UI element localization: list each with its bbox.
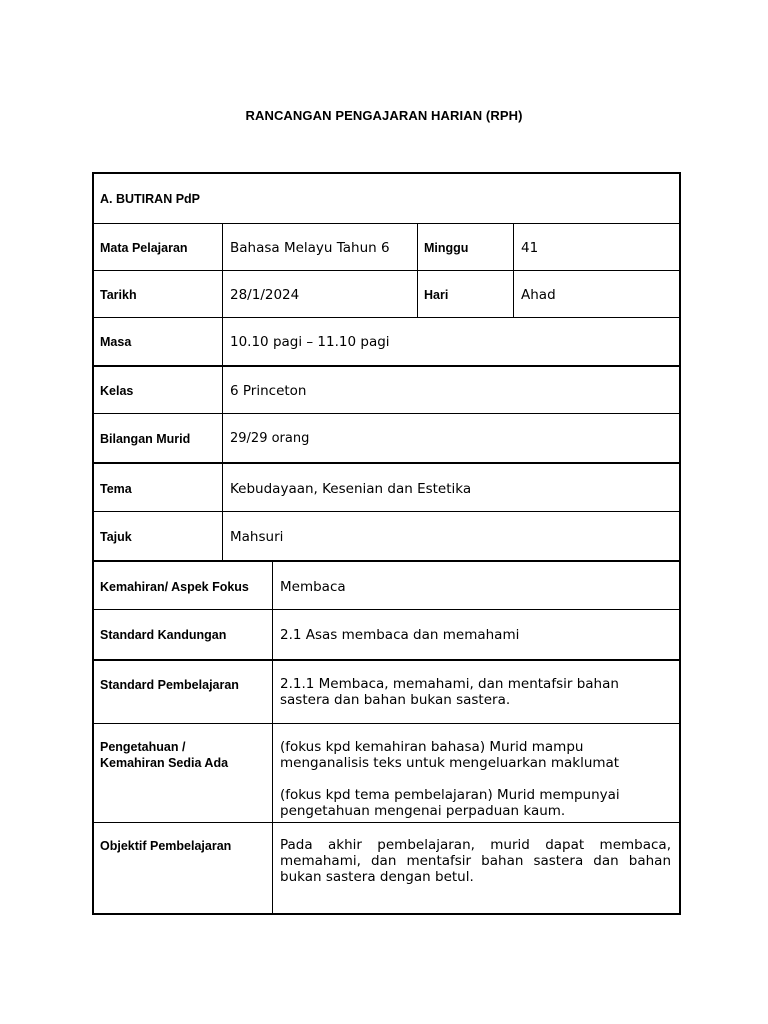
label-tajuk: Tajuk (100, 529, 132, 544)
label-pengetahuan-line1: Pengetahuan / (100, 740, 186, 754)
value-pengetahuan (272, 724, 679, 823)
value-minggu: 41 (513, 224, 679, 271)
label-masa: Masa (100, 335, 132, 349)
row-standard-pembelajaran (94, 659, 679, 725)
label-tema: Tema (100, 481, 132, 496)
rph-table (92, 172, 681, 915)
row-kemahiran (94, 560, 679, 611)
value-kelas: 6 Princeton (222, 367, 679, 415)
value-tajuk: Mahsuri (222, 512, 679, 561)
pengetahuan-paragraph-1: (fokus kpd kemahiran bahasa) Murid mampu menganalisis teks untuk mengeluarkan maklumat (280, 739, 620, 771)
value-bilangan-murid: 29/29 orang (222, 414, 679, 463)
row-mata-pelajaran (94, 223, 679, 271)
label-tarikh: Tarikh (100, 287, 137, 302)
value-objektif: Pada akhir pembelajaran, murid dapat membaca, memahami, dan mentafsir bahan sastera dan bahan bukan sastera dengan betul. (272, 823, 679, 913)
row-tajuk (94, 511, 679, 561)
row-standard-kandungan (94, 609, 679, 660)
section-header-row (94, 174, 679, 223)
section-title: A. BUTIRAN PdP (100, 191, 200, 206)
value-hari: Ahad (513, 271, 679, 318)
row-bilangan-murid (94, 413, 679, 463)
value-standard-pembelajaran: 2.1.1 Membaca, memahami, dan mentafsir bahan sastera dan bahan bukan sastera. (272, 661, 679, 725)
label-standard-kandungan: Standard Kandungan (100, 628, 227, 642)
row-tarikh (94, 270, 679, 318)
label-pengetahuan-line2: Kemahiran Sedia Ada (100, 756, 229, 770)
value-kemahiran: Membaca (272, 562, 679, 611)
label-kelas: Kelas (100, 384, 134, 398)
value-masa: 10.10 pagi – 11.10 pagi (222, 318, 679, 366)
label-bilangan-murid: Bilangan Murid (100, 431, 191, 446)
document-title: RANCANGAN PENGAJARAN HARIAN (RPH) (245, 108, 523, 123)
label-mata-pelajaran: Mata Pelajaran (100, 240, 188, 255)
value-mata-pelajaran: Bahasa Melayu Tahun 6 (222, 224, 417, 271)
row-masa (94, 317, 679, 366)
label-hari: Hari (417, 271, 513, 318)
label-kemahiran: Kemahiran/ Aspek Fokus (100, 579, 249, 594)
row-pengetahuan (94, 723, 679, 823)
value-tema: Kebudayaan, Kesenian dan Estetika (222, 464, 679, 513)
value-tarikh: 28/1/2024 (222, 271, 417, 318)
label-pengetahuan (94, 724, 272, 823)
row-kelas (94, 365, 679, 415)
value-standard-kandungan: 2.1 Asas membaca dan memahami (272, 610, 679, 660)
label-minggu: Minggu (417, 224, 513, 271)
row-objektif (94, 822, 679, 913)
label-standard-pembelajaran: Standard Pembelajaran (100, 678, 239, 692)
pengetahuan-paragraph-2: (fokus kpd tema pembelajaran) Murid mempunyai pengetahuan mengenai perpaduan kaum. (280, 787, 620, 819)
label-objektif: Objektif Pembelajaran (100, 839, 232, 853)
row-tema (94, 462, 679, 513)
